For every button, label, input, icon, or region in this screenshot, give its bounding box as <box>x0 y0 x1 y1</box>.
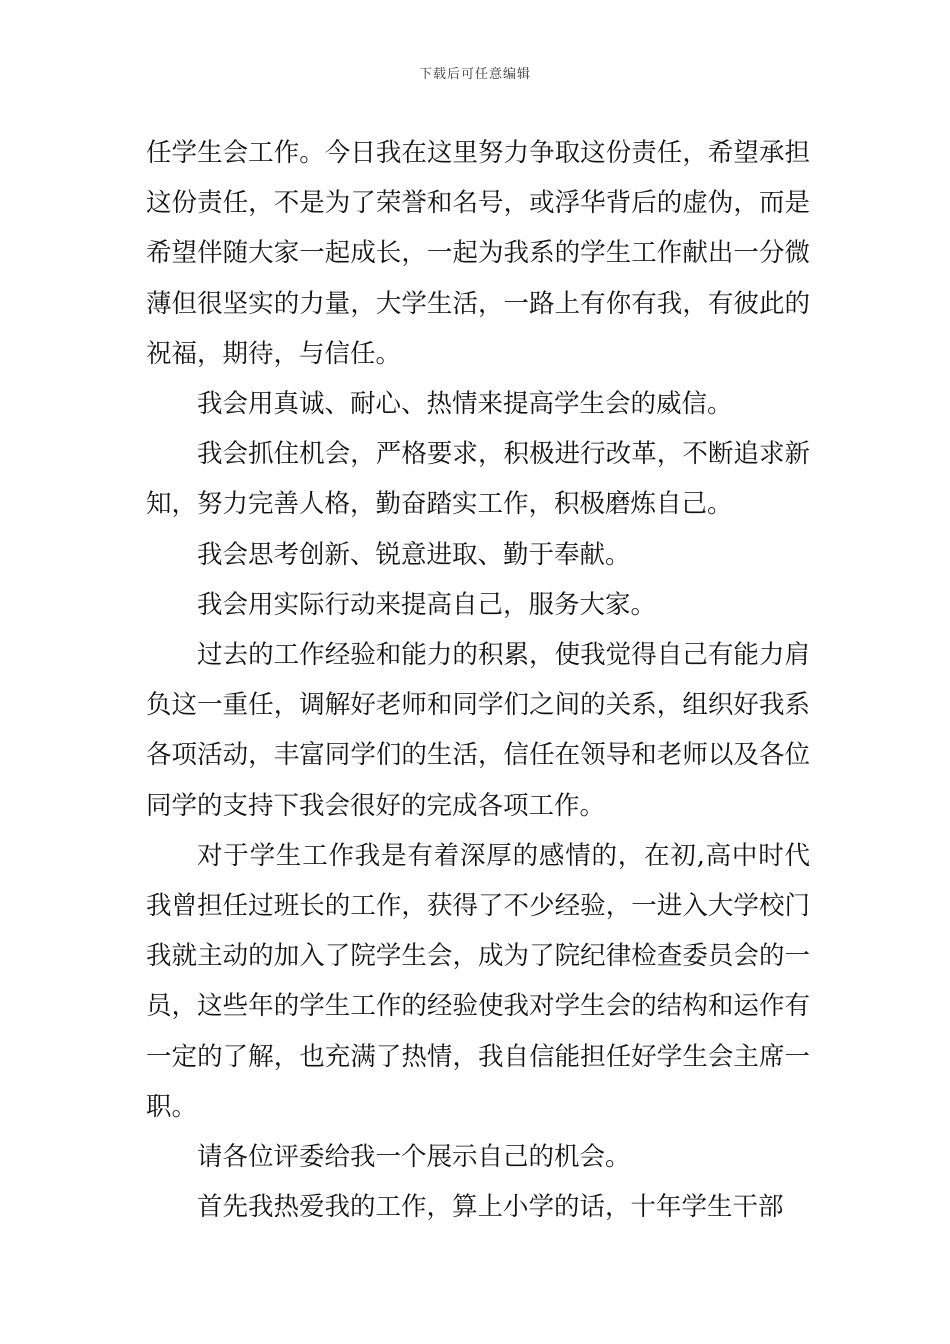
paragraph-4: 我会思考创新、锐意进取、勤于奉献。 <box>197 539 631 570</box>
paragraph-5: 我会用实际行动来提高自己，服务大家。 <box>197 589 657 620</box>
document-body <box>146 128 810 1232</box>
paragraph-3: 我会抓住机会，严格要求，积极进行改革，不断追求新知，努力完善人格，勤奋踏实工作，积极磨炼自己。 <box>146 439 810 520</box>
paragraph-1: 任学生会工作。今日我在这里努力争取这份责任，希望承担这份责任，不是为了荣誉和名号，或浮华背后的虚伪，而是希望伴随大家一起成长，一起为我系的学生工作献出一分微薄但很坚实的力量，大学生活，一路上有你有我，有彼此的祝福，期待，与信任。 <box>146 138 810 369</box>
paragraph-7: 对于学生工作我是有着深厚的感情的，在初,高中时代我曾担任过班长的工作，获得了不少经验，一进入大学校门我就主动的加入了院学生会，成为了院纪律检查委员会的一员，这些年的学生工作的经验使我对学生会的结构和运作有一定的了解，也充满了热情，我自信能担任好学生会主席一职。 <box>146 840 810 1122</box>
paragraph-9: 首先我热爱我的工作，算上小学的话，十年学生干部 <box>197 1192 784 1223</box>
paragraph-8: 请各位评委给我一个展示自己的机会。 <box>197 1142 631 1173</box>
paragraph-6: 过去的工作经验和能力的积累，使我觉得自己有能力肩负这一重任，调解好老师和同学们之间的关系，组织好我系各项活动，丰富同学们的生活，信任在领导和老师以及各位同学的支持下我会很好的完成各项工作。 <box>146 640 810 821</box>
page-header: 下载后可任意编辑 <box>418 67 531 82</box>
paragraph-2: 我会用真诚、耐心、热情来提高学生会的威信。 <box>197 389 733 420</box>
